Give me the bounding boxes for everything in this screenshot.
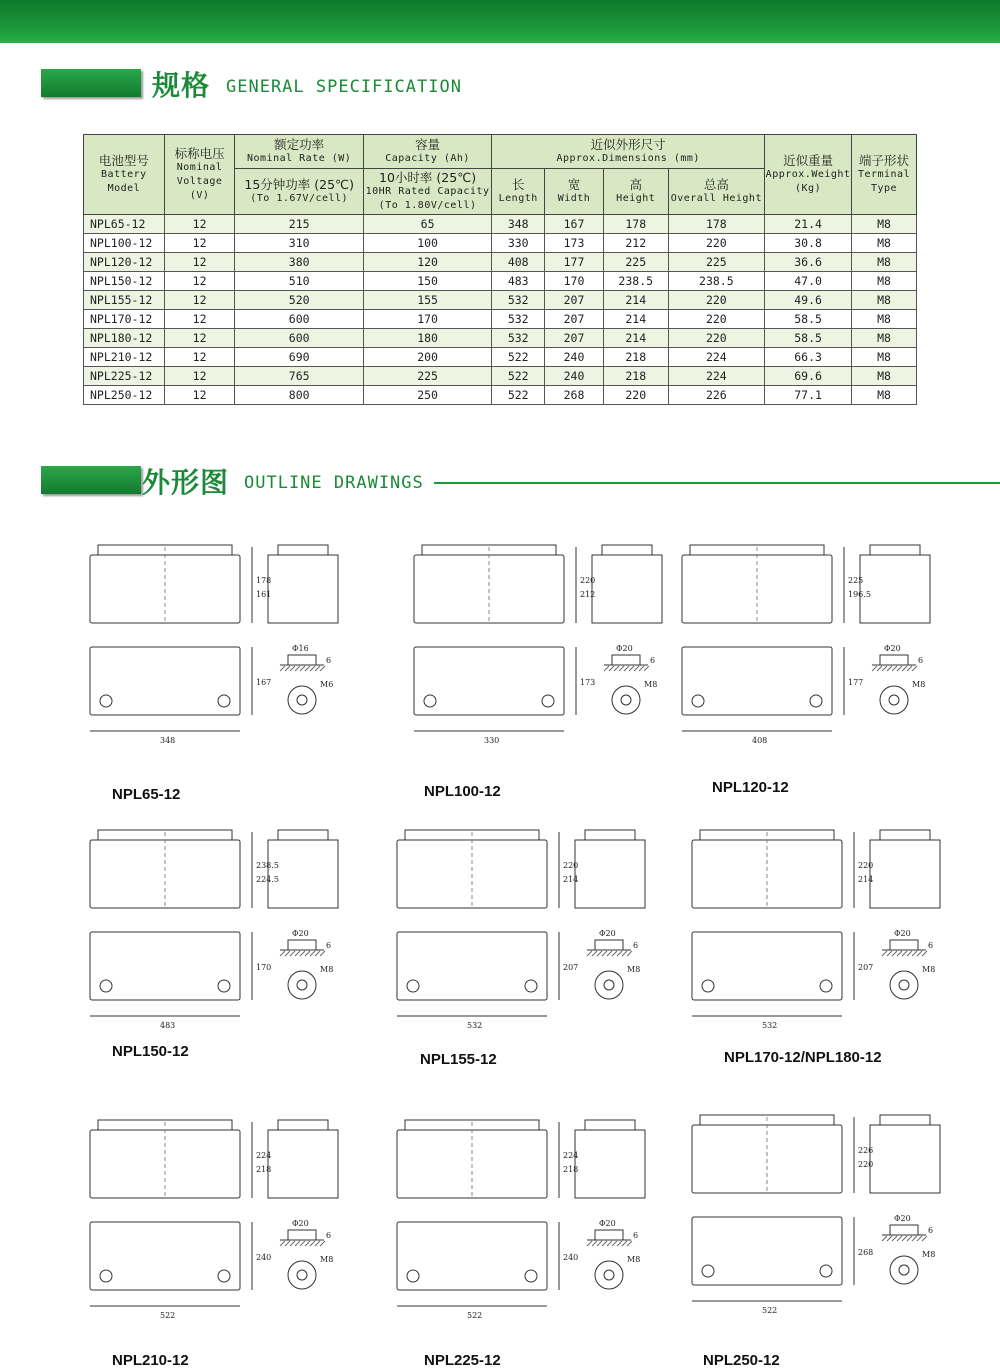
dimension-label: 207: [563, 963, 579, 972]
dimension-label: 6: [326, 1231, 332, 1240]
table-cell: 58.5: [765, 329, 852, 348]
top-view: [414, 647, 564, 715]
col-weight-header: 近似重量 Approx.Weight (Kg): [765, 135, 852, 215]
table-cell: 150: [363, 272, 491, 291]
dimension-label: 220: [858, 861, 874, 870]
dimension-label: 348: [160, 736, 176, 745]
side-view: [575, 1130, 645, 1198]
dimension-label: 240: [563, 1253, 579, 1262]
table-cell: 177: [545, 253, 604, 272]
terminal-negative: [542, 695, 554, 707]
dimension-label: 6: [633, 941, 639, 950]
table-row: [84, 291, 917, 310]
terminal-hole: [297, 695, 307, 705]
dimension-label: 196.5: [848, 590, 871, 599]
col-height-header: 高 Height: [603, 169, 668, 215]
drawing-model-label: NPL250-12: [703, 1352, 780, 1369]
terminal-positive: [702, 980, 714, 992]
table-cell: 12: [164, 291, 235, 310]
table-cell: 30.8: [765, 234, 852, 253]
table-cell: 268: [545, 386, 604, 405]
battery-drawing: [680, 535, 950, 745]
terminal-top: [890, 1256, 918, 1284]
table-cell: NPL225-12: [84, 367, 165, 386]
side-view: [592, 555, 662, 623]
table-cell: 220: [668, 310, 764, 329]
drawing-section-title-cn: 外形图: [142, 466, 230, 499]
side-lid: [278, 1120, 328, 1130]
table-cell: 173: [545, 234, 604, 253]
dimension-label: 532: [762, 1021, 778, 1030]
terminal-top: [612, 686, 640, 714]
table-row: [84, 310, 917, 329]
terminal-top: [595, 971, 623, 999]
table-cell: M8: [852, 310, 917, 329]
table-cell: 226: [668, 386, 764, 405]
table-cell: 65: [363, 215, 491, 234]
table-row: [84, 367, 917, 386]
side-lid: [278, 830, 328, 840]
side-lid: [278, 545, 328, 555]
dimension-label: M8: [320, 1255, 334, 1264]
dimension-label: Φ20: [884, 644, 901, 653]
dimension-label: Φ20: [599, 1219, 616, 1228]
col-overall-height-header: 总高 Overall Height: [668, 169, 764, 215]
col-voltage-header: 标称电压 Nominal Voltage (V): [164, 135, 235, 215]
table-cell: 224: [668, 348, 764, 367]
table-cell: 600: [235, 310, 363, 329]
drawing-model-label: NPL150-12: [112, 1043, 189, 1060]
col-width-header: 宽 Width: [545, 169, 604, 215]
terminal-hole: [604, 1270, 614, 1280]
table-cell: 520: [235, 291, 363, 310]
table-cell: 170: [545, 272, 604, 291]
battery-drawing: [690, 1105, 960, 1315]
drawing-model-label: NPL225-12: [424, 1352, 501, 1369]
dimension-label: 522: [762, 1306, 778, 1315]
dimension-label: M8: [627, 1255, 641, 1264]
dimension-label: 212: [580, 590, 596, 599]
terminal-hole: [604, 980, 614, 990]
table-cell: 522: [492, 348, 545, 367]
top-view: [90, 932, 240, 1000]
table-cell: 207: [545, 310, 604, 329]
dimension-label: 408: [752, 736, 768, 745]
terminal-negative: [218, 695, 230, 707]
table-cell: M8: [852, 234, 917, 253]
table-cell: 167: [545, 215, 604, 234]
table-cell: 155: [363, 291, 491, 310]
table-cell: 483: [492, 272, 545, 291]
dimension-label: 6: [918, 656, 924, 665]
side-view: [870, 840, 940, 908]
terminal-detail: [595, 940, 623, 950]
top-view: [397, 1222, 547, 1290]
dimension-label: 178: [256, 576, 272, 585]
table-row: [84, 215, 917, 234]
side-view: [860, 555, 930, 623]
top-view: [90, 647, 240, 715]
table-cell: 77.1: [765, 386, 852, 405]
table-cell: 250: [363, 386, 491, 405]
table-cell: 522: [492, 386, 545, 405]
table-cell: NPL210-12: [84, 348, 165, 367]
table-cell: 408: [492, 253, 545, 272]
terminal-detail: [288, 940, 316, 950]
table-cell: NPL170-12: [84, 310, 165, 329]
side-view: [870, 1125, 940, 1193]
table-cell: 180: [363, 329, 491, 348]
table-cell: 12: [164, 348, 235, 367]
table-cell: NPL150-12: [84, 272, 165, 291]
table-cell: NPL65-12: [84, 215, 165, 234]
terminal-negative: [218, 980, 230, 992]
table-row: [84, 253, 917, 272]
terminal-negative: [525, 980, 537, 992]
spec-section-marker: [41, 69, 141, 97]
table-cell: 224: [668, 367, 764, 386]
table-cell: 12: [164, 310, 235, 329]
table-cell: 12: [164, 234, 235, 253]
table-cell: 12: [164, 367, 235, 386]
terminal-hole: [899, 1265, 909, 1275]
dimension-label: 268: [858, 1248, 874, 1257]
top-banner: [0, 0, 1000, 43]
battery-drawing: [88, 535, 358, 745]
dimension-label: 522: [467, 1311, 483, 1320]
side-lid: [585, 830, 635, 840]
table-cell: 100: [363, 234, 491, 253]
dimension-label: 225: [848, 576, 864, 585]
table-cell: M8: [852, 291, 917, 310]
terminal-top: [288, 686, 316, 714]
side-view: [268, 840, 338, 908]
side-view: [575, 840, 645, 908]
dimension-label: 220: [858, 1160, 874, 1169]
dimension-label: 224: [563, 1151, 579, 1160]
table-cell: 310: [235, 234, 363, 253]
table-cell: 532: [492, 310, 545, 329]
table-cell: 348: [492, 215, 545, 234]
drawing-section-title-en: OUTLINE DRAWINGS: [244, 473, 424, 493]
table-cell: 220: [668, 234, 764, 253]
terminal-hole: [297, 980, 307, 990]
dimension-label: 240: [256, 1253, 272, 1262]
terminal-hole: [297, 1270, 307, 1280]
drawing-model-label: NPL65-12: [112, 786, 181, 803]
top-view: [692, 932, 842, 1000]
terminal-positive: [407, 980, 419, 992]
table-cell: M8: [852, 386, 917, 405]
side-view: [268, 555, 338, 623]
table-cell: 69.6: [765, 367, 852, 386]
drawing-model-label: NPL100-12: [424, 783, 501, 800]
terminal-positive: [100, 695, 112, 707]
col-terminal-header: 端子形状 Terminal Type: [852, 135, 917, 215]
side-lid: [870, 545, 920, 555]
terminal-detail: [890, 1225, 918, 1235]
table-cell: 225: [668, 253, 764, 272]
terminal-positive: [424, 695, 436, 707]
dimension-label: 170: [256, 963, 272, 972]
table-cell: NPL155-12: [84, 291, 165, 310]
dimension-label: Φ20: [292, 1219, 309, 1228]
table-cell: 214: [603, 310, 668, 329]
table-cell: 49.6: [765, 291, 852, 310]
spec-section-title-en: GENERAL SPECIFICATION: [226, 77, 462, 97]
col-rate-header: 额定功率 Nominal Rate (W): [235, 135, 363, 169]
dimension-label: Φ20: [292, 929, 309, 938]
table-cell: M8: [852, 272, 917, 291]
dimension-label: 214: [563, 875, 579, 884]
table-cell: 532: [492, 329, 545, 348]
table-cell: 532: [492, 291, 545, 310]
table-cell: 21.4: [765, 215, 852, 234]
table-cell: 12: [164, 215, 235, 234]
table-cell: 225: [603, 253, 668, 272]
side-view: [268, 1130, 338, 1198]
dimension-label: Φ20: [616, 644, 633, 653]
table-cell: NPL120-12: [84, 253, 165, 272]
table-cell: 178: [668, 215, 764, 234]
dimension-label: 532: [467, 1021, 483, 1030]
terminal-detail: [612, 655, 640, 665]
table-cell: 207: [545, 329, 604, 348]
terminal-top: [890, 971, 918, 999]
table-cell: 214: [603, 329, 668, 348]
table-cell: 214: [603, 291, 668, 310]
terminal-positive: [702, 1265, 714, 1277]
dimension-label: Φ20: [599, 929, 616, 938]
table-cell: 218: [603, 367, 668, 386]
table-cell: 215: [235, 215, 363, 234]
dimension-label: M8: [644, 680, 658, 689]
side-lid: [880, 830, 930, 840]
drawing-model-label: NPL170-12/NPL180-12: [724, 1049, 882, 1066]
terminal-negative: [525, 1270, 537, 1282]
drawing-section-rule: [434, 482, 1000, 484]
table-row: [84, 348, 917, 367]
dimension-label: 207: [858, 963, 874, 972]
top-view: [682, 647, 832, 715]
dimension-label: 220: [580, 576, 596, 585]
top-view: [692, 1217, 842, 1285]
table-cell: NPL180-12: [84, 329, 165, 348]
dimension-label: Φ20: [894, 929, 911, 938]
table-cell: M8: [852, 367, 917, 386]
drawing-model-label: NPL155-12: [420, 1051, 497, 1068]
dimension-label: 214: [858, 875, 874, 884]
table-cell: 170: [363, 310, 491, 329]
terminal-detail: [288, 1230, 316, 1240]
table-cell: 220: [668, 329, 764, 348]
dimension-label: M8: [922, 1250, 936, 1259]
dimension-label: 6: [326, 941, 332, 950]
dimension-label: 6: [928, 941, 934, 950]
table-cell: 12: [164, 272, 235, 291]
side-lid: [602, 545, 652, 555]
table-row: [84, 386, 917, 405]
dimension-label: 218: [563, 1165, 579, 1174]
top-view: [90, 1222, 240, 1290]
spec-section-title-cn: 规格: [152, 69, 211, 102]
drawing-section-marker: [41, 466, 141, 494]
table-cell: 765: [235, 367, 363, 386]
table-cell: 220: [668, 291, 764, 310]
dimension-label: 226: [858, 1146, 874, 1155]
terminal-top: [880, 686, 908, 714]
battery-drawing: [395, 820, 665, 1030]
dimension-label: M8: [320, 965, 334, 974]
terminal-negative: [820, 1265, 832, 1277]
table-cell: 220: [603, 386, 668, 405]
table-cell: NPL100-12: [84, 234, 165, 253]
dimension-label: 224.5: [256, 875, 279, 884]
table-cell: 120: [363, 253, 491, 272]
dimension-label: M6: [320, 680, 334, 689]
side-lid: [585, 1120, 635, 1130]
battery-drawing: [690, 820, 960, 1030]
dimension-label: 6: [928, 1226, 934, 1235]
table-row: [84, 234, 917, 253]
terminal-detail: [595, 1230, 623, 1240]
table-cell: M8: [852, 348, 917, 367]
dimension-label: 220: [563, 861, 579, 870]
terminal-top: [595, 1261, 623, 1289]
battery-drawing: [88, 820, 358, 1030]
col-length-header: 长 Length: [492, 169, 545, 215]
table-cell: 510: [235, 272, 363, 291]
dimension-label: 238.5: [256, 861, 279, 870]
table-cell: 12: [164, 386, 235, 405]
table-cell: 522: [492, 367, 545, 386]
table-cell: 238.5: [668, 272, 764, 291]
table-cell: 600: [235, 329, 363, 348]
top-view: [397, 932, 547, 1000]
table-cell: 47.0: [765, 272, 852, 291]
col-capacity-header: 容量 Capacity (Ah): [363, 135, 491, 169]
table-cell: M8: [852, 253, 917, 272]
table-cell: 12: [164, 253, 235, 272]
col-capacity-subheader: 10小时率 (25℃) 10HR Rated Capacity (To 1.80V/cell): [363, 169, 491, 215]
table-cell: 690: [235, 348, 363, 367]
battery-drawing: [395, 1110, 665, 1320]
terminal-hole: [621, 695, 631, 705]
col-model-header: 电池型号 Battery Model: [84, 135, 165, 215]
table-cell: 212: [603, 234, 668, 253]
terminal-positive: [407, 1270, 419, 1282]
dimension-label: M8: [922, 965, 936, 974]
table-cell: 380: [235, 253, 363, 272]
side-lid: [880, 1115, 930, 1125]
drawing-model-label: NPL210-12: [112, 1352, 189, 1369]
table-cell: NPL250-12: [84, 386, 165, 405]
dimension-label: M8: [627, 965, 641, 974]
terminal-negative: [218, 1270, 230, 1282]
table-cell: 207: [545, 291, 604, 310]
terminal-positive: [692, 695, 704, 707]
dimension-label: Φ20: [894, 1214, 911, 1223]
dimension-label: M8: [912, 680, 926, 689]
dimension-label: 6: [326, 656, 332, 665]
dimension-label: 6: [650, 656, 656, 665]
table-cell: 200: [363, 348, 491, 367]
table-cell: 238.5: [603, 272, 668, 291]
terminal-detail: [880, 655, 908, 665]
terminal-positive: [100, 1270, 112, 1282]
dimension-label: 224: [256, 1151, 272, 1160]
table-cell: 240: [545, 367, 604, 386]
table-cell: 66.3: [765, 348, 852, 367]
col-rate-subheader: 15分钟功率 (25℃) (To 1.67V/cell): [235, 169, 363, 215]
table-cell: 218: [603, 348, 668, 367]
spec-table: [83, 134, 917, 405]
dimension-label: 522: [160, 1311, 176, 1320]
terminal-hole: [899, 980, 909, 990]
table-cell: M8: [852, 329, 917, 348]
table-cell: 225: [363, 367, 491, 386]
table-cell: M8: [852, 215, 917, 234]
terminal-top: [288, 1261, 316, 1289]
table-cell: 58.5: [765, 310, 852, 329]
dimension-label: 173: [580, 678, 596, 687]
dimension-label: 483: [160, 1021, 176, 1030]
table-cell: 36.6: [765, 253, 852, 272]
dimension-label: 6: [633, 1231, 639, 1240]
dimension-label: Φ16: [292, 644, 309, 653]
dimension-label: 177: [848, 678, 864, 687]
table-cell: 12: [164, 329, 235, 348]
drawing-model-label: NPL120-12: [712, 779, 789, 796]
terminal-detail: [890, 940, 918, 950]
terminal-positive: [100, 980, 112, 992]
battery-drawing: [88, 1110, 358, 1320]
table-row: [84, 329, 917, 348]
terminal-negative: [820, 980, 832, 992]
terminal-top: [288, 971, 316, 999]
terminal-negative: [810, 695, 822, 707]
table-cell: 800: [235, 386, 363, 405]
dimension-label: 167: [256, 678, 272, 687]
terminal-hole: [889, 695, 899, 705]
dimension-label: 330: [484, 736, 500, 745]
battery-drawing: [412, 535, 682, 745]
table-cell: 330: [492, 234, 545, 253]
dimension-label: 218: [256, 1165, 272, 1174]
table-cell: 178: [603, 215, 668, 234]
table-cell: 240: [545, 348, 604, 367]
table-row: [84, 272, 917, 291]
terminal-detail: [288, 655, 316, 665]
dimension-label: 161: [256, 590, 272, 599]
col-dimensions-header: 近似外形尺寸 Approx.Dimensions (mm): [492, 135, 765, 169]
